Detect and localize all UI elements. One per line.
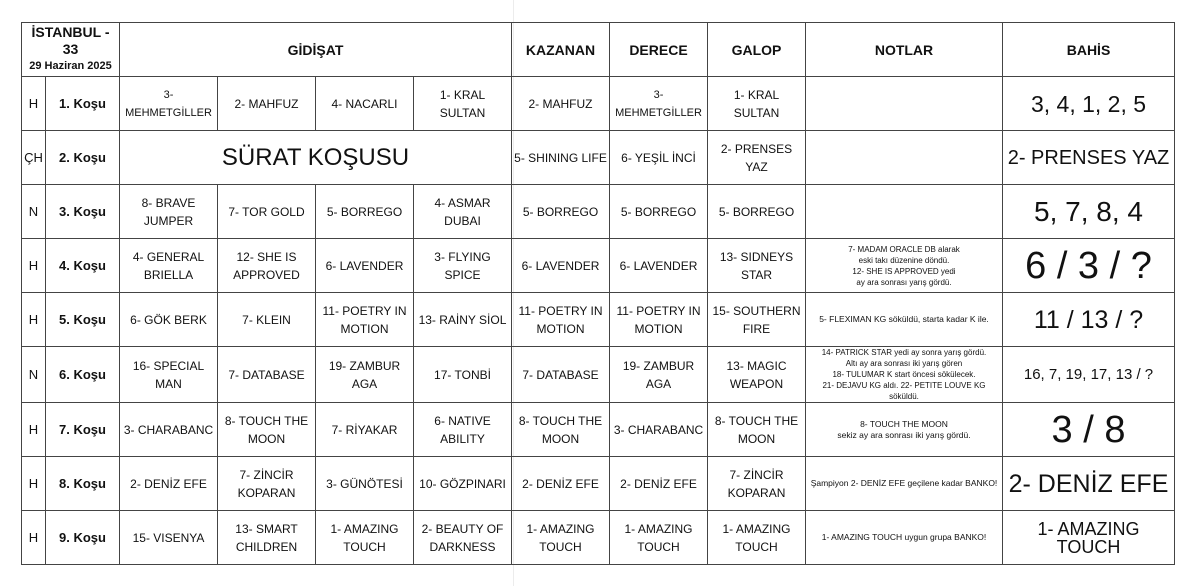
gidisat-cell: 8- BRAVE JUMPER	[120, 185, 218, 239]
kazanan-header: KAZANAN	[512, 23, 610, 77]
gidisat-header: GİDİŞAT	[120, 23, 512, 77]
notlar-header: NOTLAR	[806, 23, 1003, 77]
race-type-cell: H	[22, 239, 46, 293]
notes-cell	[806, 403, 1003, 457]
table-row	[22, 77, 1175, 131]
galop-cell: 7- ZİNCİR KOPARAN	[708, 457, 806, 511]
notes-cell	[806, 77, 1003, 131]
race-type-cell: H	[22, 457, 46, 511]
derece-cell: 3- CHARABANC	[610, 403, 708, 457]
galop-cell: 2- PRENSES YAZ	[708, 131, 806, 185]
race-type-cell: H	[22, 403, 46, 457]
gidisat-cell: 6- NATIVE ABILITY	[414, 403, 512, 457]
gidisat-cell: 1- AMAZING TOUCH	[316, 511, 414, 565]
kazanan-cell: 7- DATABASE	[512, 347, 610, 403]
note-line: Şampiyon 2- DENİZ EFE geçilene kadar BANKO!	[810, 478, 998, 488]
notes-cell	[806, 511, 1003, 565]
gidisat-cell: 13- RAİNY SİOL	[414, 293, 512, 347]
galop-cell: 13- MAGIC WEAPON	[708, 347, 806, 403]
gidisat-cell: 7- DATABASE	[218, 347, 316, 403]
race-number-cell: 5. Koşu	[46, 293, 120, 347]
gidisat-cell: 1- KRAL SULTAN	[414, 77, 512, 131]
race-number-cell: 2. Koşu	[46, 131, 120, 185]
derece-cell: 6- YEŞİL İNCİ	[610, 131, 708, 185]
table-row	[22, 239, 1175, 293]
gidisat-cell: 4- NACARLI	[316, 77, 414, 131]
race-number-cell: 7. Koşu	[46, 403, 120, 457]
derece-header: DERECE	[610, 23, 708, 77]
race-type-cell: H	[22, 293, 46, 347]
race-type-cell: N	[22, 185, 46, 239]
bet-cell: 11 / 13 / ?	[1003, 293, 1175, 347]
bet-cell: 3 / 8	[1003, 403, 1175, 457]
bahis-header: BAHİS	[1003, 23, 1175, 77]
derece-cell: 19- ZAMBUR AGA	[610, 347, 708, 403]
notes-cell	[806, 293, 1003, 347]
venue-date-cell	[22, 23, 120, 77]
race-number-cell: 4. Koşu	[46, 239, 120, 293]
note-line: 12- SHE IS APPROVED yedi	[852, 266, 956, 276]
table-row	[22, 403, 1175, 457]
gidisat-cell: 6- GÖK BERK	[120, 293, 218, 347]
gidisat-cell: 15- VISENYA	[120, 511, 218, 565]
race-number-cell: 3. Koşu	[46, 185, 120, 239]
bet-cell: 1- AMAZING TOUCH	[1003, 511, 1175, 565]
derece-cell: 3- MEHMETGİLLER	[610, 77, 708, 131]
gidisat-cell: 7- RİYAKAR	[316, 403, 414, 457]
table-row	[22, 457, 1175, 511]
gidisat-cell: 3- MEHMETGİLLER	[120, 77, 218, 131]
gidisat-cell: 3- GÜNÖTESİ	[316, 457, 414, 511]
gidisat-cell: 7- KLEIN	[218, 293, 316, 347]
note-line: 18- TULUMAR K start öncesi sökülecek.	[832, 370, 976, 379]
race-number-cell: 8. Koşu	[46, 457, 120, 511]
bet-cell: 3, 4, 1, 2, 5	[1003, 77, 1175, 131]
derece-cell: 5- BORREGO	[610, 185, 708, 239]
derece-cell: 11- POETRY IN MOTION	[610, 293, 708, 347]
race-type-cell: ÇH	[22, 131, 46, 185]
notes-cell	[806, 185, 1003, 239]
notes-cell	[806, 239, 1003, 293]
kazanan-cell: 8- TOUCH THE MOON	[512, 403, 610, 457]
table-row	[22, 185, 1175, 239]
note-line: 5- FLEXIMAN KG söküldü, starta kadar K ile.	[819, 314, 989, 324]
note-line: Altı ay ara sonrası iki yarış gören	[845, 359, 963, 368]
note-line: 1- AMAZING TOUCH uygun grupa BANKO!	[821, 532, 987, 542]
gidisat-cell: 19- ZAMBUR AGA	[316, 347, 414, 403]
gidisat-cell: 10- GÖZPINARI	[414, 457, 512, 511]
kazanan-cell: 1- AMAZING TOUCH	[512, 511, 610, 565]
derece-cell: 2- DENİZ EFE	[610, 457, 708, 511]
kazanan-cell: 11- POETRY IN MOTION	[512, 293, 610, 347]
gidisat-cell: 3- FLYING SPICE	[414, 239, 512, 293]
galop-cell: 15- SOUTHERN FIRE	[708, 293, 806, 347]
race-number-cell: 1. Koşu	[46, 77, 120, 131]
bet-cell: 6 / 3 / ?	[1003, 239, 1175, 293]
table-row	[22, 347, 1175, 403]
race-number-cell: 9. Koşu	[46, 511, 120, 565]
notes-cell	[806, 347, 1003, 403]
galop-header: GALOP	[708, 23, 806, 77]
galop-cell: 5- BORREGO	[708, 185, 806, 239]
bet-cell: 5, 7, 8, 4	[1003, 185, 1175, 239]
header-row	[22, 23, 1175, 77]
note-line: eski takı düzenine döndü.	[858, 255, 950, 265]
race-number-cell: 6. Koşu	[46, 347, 120, 403]
kazanan-cell: 2- DENİZ EFE	[512, 457, 610, 511]
kazanan-cell: 2- MAHFUZ	[512, 77, 610, 131]
gidisat-cell: 3- CHARABANC	[120, 403, 218, 457]
note-line: ay ara sonrası yarış gördü.	[856, 277, 952, 287]
bet-cell: 2- DENİZ EFE	[1003, 457, 1175, 511]
gidisat-cell: 2- DENİZ EFE	[120, 457, 218, 511]
galop-cell: 1- AMAZING TOUCH	[708, 511, 806, 565]
race-program-table	[21, 22, 1175, 565]
race-type-cell: H	[22, 77, 46, 131]
gidisat-cell: 6- LAVENDER	[316, 239, 414, 293]
race-type-cell: N	[22, 347, 46, 403]
derece-cell: 1- AMAZING TOUCH	[610, 511, 708, 565]
table-row	[22, 511, 1175, 565]
notes-cell	[806, 457, 1003, 511]
bet-cell: 16, 7, 19, 17, 13 / ?	[1003, 347, 1175, 403]
gidisat-cell: 2- MAHFUZ	[218, 77, 316, 131]
gidisat-cell: 5- BORREGO	[316, 185, 414, 239]
venue-title: İSTANBUL - 33	[31, 24, 110, 57]
table-row	[22, 131, 1175, 185]
sprint-race-cell: SÜRAT KOŞUSU	[120, 131, 512, 185]
note-line: 7- MADAM ORACLE DB alarak	[848, 244, 960, 254]
race-type-cell: H	[22, 511, 46, 565]
kazanan-cell: 5- SHINING LIFE	[512, 131, 610, 185]
kazanan-cell: 5- BORREGO	[512, 185, 610, 239]
notes-cell	[806, 131, 1003, 185]
gidisat-cell: 7- ZİNCİR KOPARAN	[218, 457, 316, 511]
note-line: 14- PATRICK STAR yedi ay sonra yarış gördü.	[821, 348, 987, 357]
race-date: 29 Haziran 2025	[29, 60, 112, 72]
table-row	[22, 293, 1175, 347]
gidisat-cell: 17- TONBİ	[414, 347, 512, 403]
gidisat-cell: 11- POETRY IN MOTION	[316, 293, 414, 347]
derece-cell: 6- LAVENDER	[610, 239, 708, 293]
kazanan-cell: 6- LAVENDER	[512, 239, 610, 293]
gidisat-cell: 12- SHE IS APPROVED	[218, 239, 316, 293]
gidisat-cell: 13- SMART CHILDREN	[218, 511, 316, 565]
galop-cell: 13- SIDNEYS STAR	[708, 239, 806, 293]
galop-cell: 1- KRAL SULTAN	[708, 77, 806, 131]
note-line: sekiz ay ara sonrası iki yarış gördü.	[837, 429, 971, 440]
note-line: 8- TOUCH THE MOON	[860, 418, 948, 429]
gidisat-cell: 2- BEAUTY OF DARKNESS	[414, 511, 512, 565]
gidisat-cell: 16- SPECIAL MAN	[120, 347, 218, 403]
gidisat-cell: 4- ASMAR DUBAI	[414, 185, 512, 239]
gidisat-cell: 4- GENERAL BRIELLA	[120, 239, 218, 293]
note-line: 21- DEJAVU KG aldı. 22- PETITE LOUVE KG söküldü.	[822, 381, 986, 401]
gidisat-cell: 7- TOR GOLD	[218, 185, 316, 239]
gidisat-cell: 8- TOUCH THE MOON	[218, 403, 316, 457]
galop-cell: 8- TOUCH THE MOON	[708, 403, 806, 457]
bet-cell: 2- PRENSES YAZ	[1003, 131, 1175, 185]
